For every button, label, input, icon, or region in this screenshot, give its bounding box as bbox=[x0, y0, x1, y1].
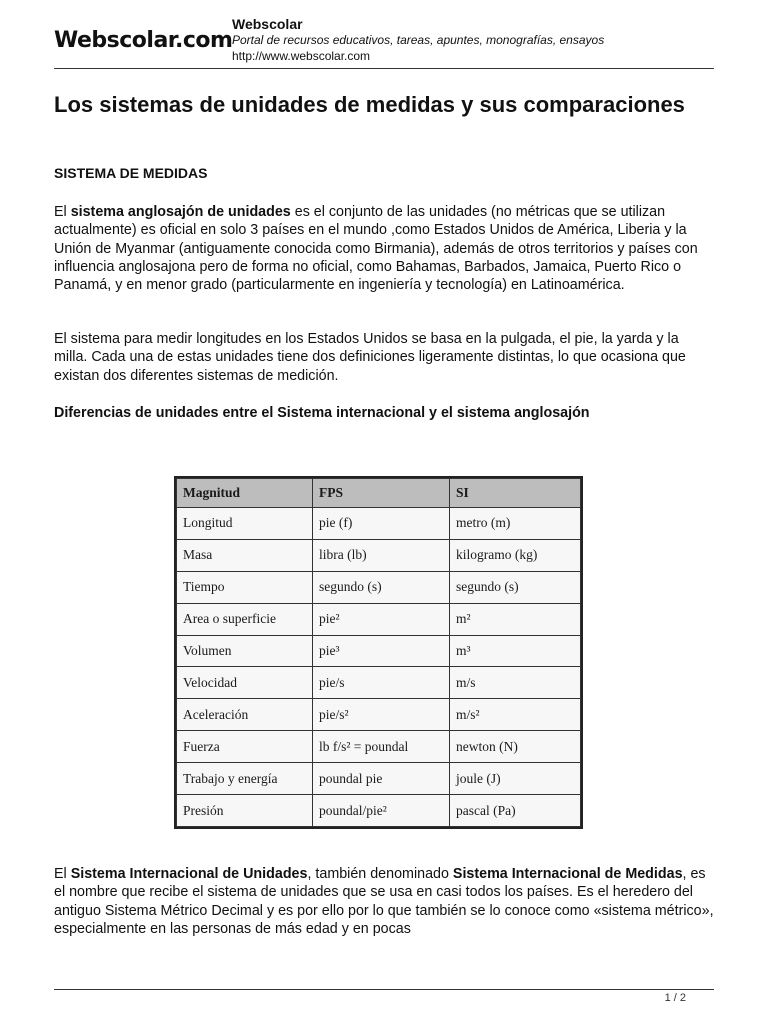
table-row bbox=[177, 539, 581, 571]
table-cell: Tiempo bbox=[177, 571, 313, 603]
table-row bbox=[177, 508, 581, 540]
table-row bbox=[177, 699, 581, 731]
table-cell: segundo (s) bbox=[313, 571, 450, 603]
table-row bbox=[177, 667, 581, 699]
table-cell: m/s² bbox=[450, 699, 581, 731]
paragraph-sistema-anglosajon bbox=[54, 203, 714, 294]
table-cell: libra (lb) bbox=[313, 539, 450, 571]
table-cell: m³ bbox=[450, 635, 581, 667]
p1-text-start: El bbox=[54, 204, 71, 220]
table-cell: segundo (s) bbox=[450, 571, 581, 603]
table-cell: Trabajo y energía bbox=[177, 763, 313, 795]
table-header-row bbox=[177, 479, 581, 508]
table-header-cell: FPS bbox=[313, 479, 450, 508]
table-cell: pascal (Pa) bbox=[450, 795, 581, 827]
table-header-cell: Magnitud bbox=[177, 479, 313, 508]
table-cell: Volumen bbox=[177, 635, 313, 667]
table-row bbox=[177, 731, 581, 763]
table-cell: Longitud bbox=[177, 508, 313, 540]
table-row bbox=[177, 603, 581, 635]
paragraph-longitudes: El sistema para medir longitudes en los Estados Unidos se basa en la pulgada, el pie, la yarda y la milla. Cada una de estas unidades tiene dos definiciones ligeramente distintas, lo que ocasiona que existan dos diferentes sistemas de medición. bbox=[54, 331, 686, 384]
paragraph-sistema-internacional bbox=[54, 865, 714, 938]
p4-text-1: El bbox=[54, 866, 71, 882]
table-cell: pie/s² bbox=[313, 699, 450, 731]
footer-divider bbox=[54, 989, 714, 990]
site-info bbox=[232, 16, 604, 64]
table-cell: Fuerza bbox=[177, 731, 313, 763]
p1-bold-term: sistema anglosajón de unidades bbox=[70, 204, 291, 220]
units-comparison-table-image bbox=[174, 476, 583, 829]
section-title: SISTEMA DE MEDIDAS bbox=[54, 165, 208, 181]
table-cell: pie² bbox=[313, 603, 450, 635]
table-caption: Diferencias de unidades entre el Sistema internacional y el sistema anglosajón bbox=[54, 405, 590, 421]
table-row bbox=[177, 763, 581, 795]
table-cell: newton (N) bbox=[450, 731, 581, 763]
units-comparison-table bbox=[176, 478, 581, 827]
p4-bold-2: Sistema Internacional de Medidas bbox=[452, 866, 683, 882]
table-cell: kilogramo (kg) bbox=[450, 539, 581, 571]
site-name: Webscolar bbox=[232, 16, 303, 32]
table-cell: Masa bbox=[177, 539, 313, 571]
table-cell: m/s bbox=[450, 667, 581, 699]
page-number: 1 / 2 bbox=[664, 992, 686, 1004]
table-cell: Aceleración bbox=[177, 699, 313, 731]
p4-text-3: , es el nombre que recibe el sistema de unidades que se usa en casi todos los países. Es el heredero del antiguo Sistema Métrico Decimal y es por ello por lo que también se lo conoce como «sistema métrico», especialmente en las personas de más edad y en pocas bbox=[54, 866, 714, 937]
table-cell: poundal pie bbox=[313, 763, 450, 795]
site-tagline: Portal de recursos educativos, tareas, apuntes, monografías, ensayos bbox=[232, 33, 605, 47]
table-cell: Velocidad bbox=[177, 667, 313, 699]
site-url[interactable]: http://www.webscolar.com bbox=[232, 49, 371, 63]
table-cell: m² bbox=[450, 603, 581, 635]
table-cell: poundal/pie² bbox=[313, 795, 450, 827]
table-cell: pie (f) bbox=[313, 508, 450, 540]
table-cell: pie³ bbox=[313, 635, 450, 667]
site-logo: Webscolar.com bbox=[54, 28, 233, 53]
table-cell: pie/s bbox=[313, 667, 450, 699]
table-row bbox=[177, 635, 581, 667]
p1-text-end: es el conjunto de las unidades (no métricas que se utilizan actualmente) es oficial en solo 3 países en el mundo ,como Estados Unidos de América, Liberia y la Unión de Myanmar (antiguamente conocida como Birmania), además de otros territorios y países con influencia anglosajona pero de forma no oficial, como Bahamas, Barbados, Jamaica, Puerto Rico o Panamá, y en menor grado (particularmente en ingeniería y tecnología) en Latinoamérica. bbox=[54, 204, 698, 294]
table-row bbox=[177, 571, 581, 603]
p4-text-2: , también denominado bbox=[307, 866, 453, 882]
table-row bbox=[177, 795, 581, 827]
table-header-cell: SI bbox=[450, 479, 581, 508]
p4-bold-1: Sistema Internacional de Unidades bbox=[70, 866, 308, 882]
table-cell: joule (J) bbox=[450, 763, 581, 795]
page-title: Los sistemas de unidades de medidas y sus comparaciones bbox=[54, 92, 685, 117]
table-cell: metro (m) bbox=[450, 508, 581, 540]
table-cell: lb f/s² = poundal bbox=[313, 731, 450, 763]
header-divider bbox=[54, 68, 714, 69]
table-cell: Area o superficie bbox=[177, 603, 313, 635]
table-cell: Presión bbox=[177, 795, 313, 827]
